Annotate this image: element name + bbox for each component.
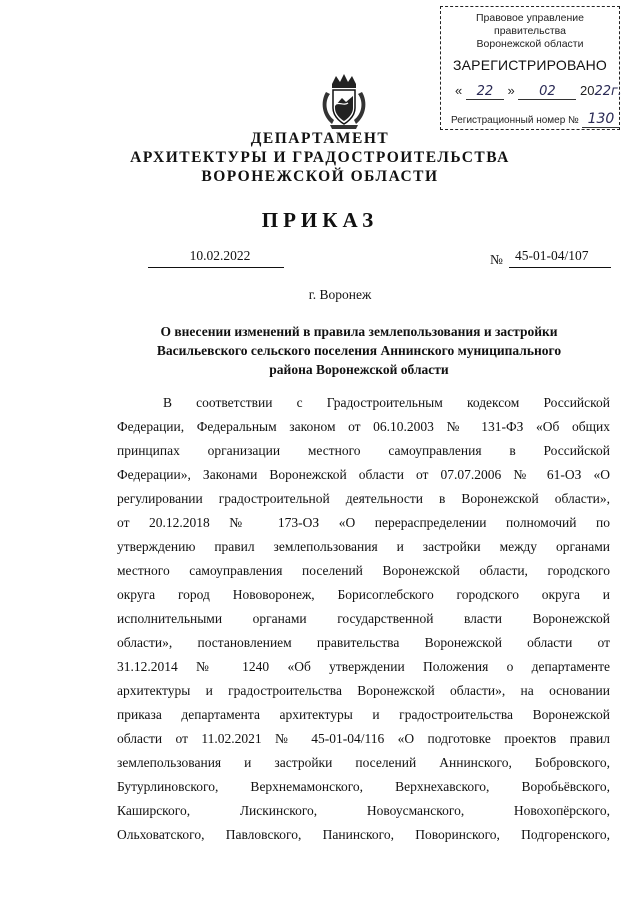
stamp-date-day: 22 bbox=[466, 84, 504, 100]
stamp-date-month: 02 bbox=[518, 84, 576, 100]
subject-line2: Васильевского сельского поселения Аннинского муниципального bbox=[156, 343, 562, 358]
order-date: 10.02.2022 bbox=[189, 248, 251, 263]
body-line: принципах организации местного самоуправления в Российской bbox=[117, 443, 610, 458]
stamp-date-open-quote: « bbox=[455, 83, 463, 98]
stamp-registered-label: ЗАРЕГИСТРИРОВАНО bbox=[452, 57, 608, 73]
body-line: утверждению правил землепользования и застройки между органами bbox=[117, 539, 610, 554]
stamp-reg-number-value: 130 bbox=[582, 111, 621, 128]
body-line: Федерации, Федеральным законом от 06.10.2003 № 131-ФЗ «Об общих bbox=[117, 419, 610, 434]
stamp-date bbox=[455, 83, 622, 100]
body-line: области от 11.02.2021 № 45-01-04/116 «О подготовке проектов правил bbox=[117, 731, 610, 746]
body-line: Бутурлиновского, Верхнемамонского, Верхнехавского, Воробьёвского, bbox=[117, 779, 610, 794]
body-line: области», постановлением правительства Воронежской области от bbox=[117, 635, 610, 650]
stamp-date-close-quote: » bbox=[507, 83, 515, 98]
coat-of-arms-icon bbox=[318, 72, 370, 130]
city: г. Воронеж bbox=[308, 287, 372, 302]
body-line: Каширского, Лискинского, Новоусманского, Новохопёрского, bbox=[117, 803, 610, 818]
body-line: регулировании градостроительной деятельности в Воронежской области», bbox=[117, 491, 610, 506]
subject-line3: района Воронежской области bbox=[269, 362, 449, 377]
stamp-date-year-suffix: 22г. bbox=[594, 84, 622, 99]
body-line: округа город Нововоронеж, Борисоглебского городского округа и bbox=[117, 587, 610, 602]
body-line: Федерации», Законами Воронежской области от 07.07.2006 № 61-ОЗ «О bbox=[117, 467, 610, 482]
department-name-line1: ДЕПАРТАМЕНТ bbox=[250, 130, 390, 147]
stamp-org-line2: Воронежской области bbox=[476, 38, 584, 50]
body-line: В соответствии с Градостроительным кодексом Российской bbox=[163, 395, 610, 410]
subject-line1: О внесении изменений в правила землепользования и застройки bbox=[160, 324, 558, 339]
stamp-reg-label: Регистрационный номер № bbox=[451, 115, 579, 126]
body-line: архитектуры и градостроительства Воронежской области», на основании bbox=[117, 683, 610, 698]
department-name-line3: ВОРОНЕЖСКОЙ ОБЛАСТИ bbox=[201, 168, 439, 185]
order-subject bbox=[110, 322, 608, 379]
body-line: от 20.12.2018 № 173-ОЗ «О перераспределении полномочий по bbox=[117, 515, 610, 530]
date-underline bbox=[148, 267, 284, 268]
stamp-organization bbox=[441, 12, 619, 51]
order-number-label: № bbox=[490, 252, 503, 267]
body-line: местного самоуправления поселений Воронежской области, городского bbox=[117, 563, 610, 578]
body-line: землепользования и застройки поселений Аннинского, Бобровского, bbox=[117, 755, 610, 770]
body-line: Ольховатского, Павловского, Панинского, Поворинского, Подгоренского, bbox=[117, 827, 610, 842]
order-number: 45-01-04/107 bbox=[515, 248, 589, 263]
body-line: 31.12.2014 № 1240 «Об утверждении Положения о департаменте bbox=[117, 659, 610, 674]
stamp-date-year-prefix: 20 bbox=[579, 83, 595, 98]
body-line: приказа департамента архитектуры и градостроительства Воронежской bbox=[117, 707, 610, 722]
department-name-line2: АРХИТЕКТУРЫ И ГРАДОСТРОИТЕЛЬСТВА bbox=[130, 149, 510, 166]
document-type-title: ПРИКАЗ bbox=[261, 208, 379, 232]
registration-stamp bbox=[440, 6, 620, 130]
stamp-org-line1: Правовое управление правительства bbox=[475, 12, 584, 37]
stamp-reg-number bbox=[451, 111, 620, 127]
body-line: исполнительными органами государственной власти Воронежской bbox=[117, 611, 610, 626]
number-underline bbox=[509, 267, 611, 268]
